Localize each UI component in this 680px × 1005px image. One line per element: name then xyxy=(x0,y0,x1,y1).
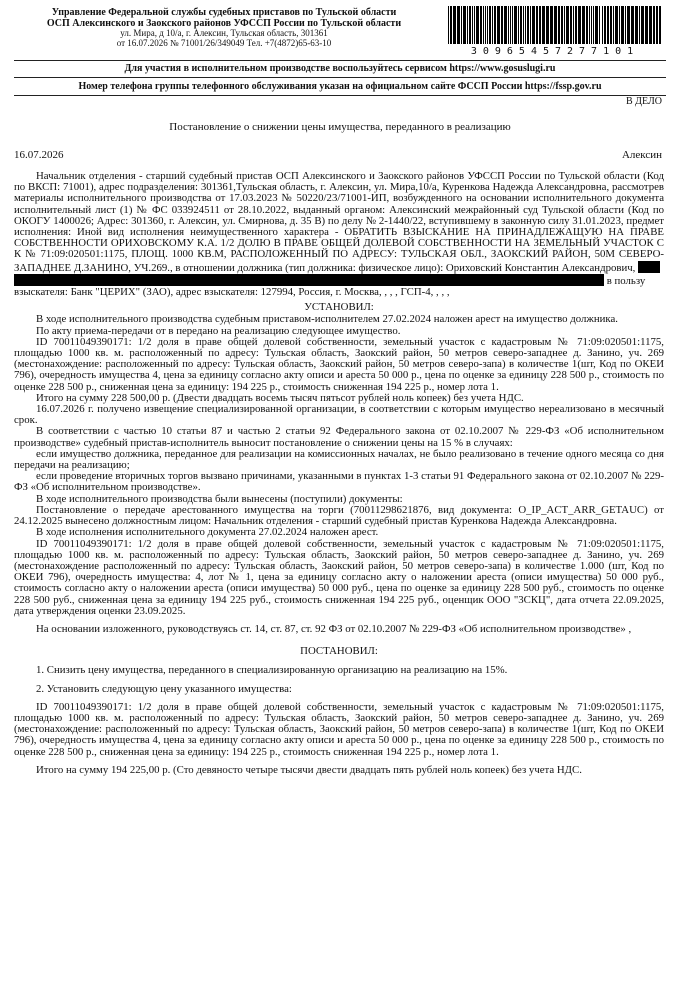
barcode-stripe xyxy=(635,6,638,44)
barcode-stripe xyxy=(520,6,522,44)
ustanovil-heading: УСТАНОВИЛ: xyxy=(304,301,374,314)
divider xyxy=(14,60,666,61)
letterhead-agency: Управление Федеральной службы судебных приставов по Тульской области xyxy=(51,7,397,18)
ustanovil-paragraph: В ходе исполнительного производства были вынесены (поступили) документы: xyxy=(36,492,403,505)
barcode-stripe xyxy=(573,6,574,44)
intro-paragraph-end: взыскателя: Банк "ЦЕРИХ" (ЗАО), адрес взыскателя: 127994, Россия, г. Москва, , , , ГСП-4, , , , xyxy=(14,286,450,299)
barcode-stripe xyxy=(530,6,531,44)
letterhead-department: ОСП Алексинского и Заокского районов УФССП России по Тульской области xyxy=(46,17,402,29)
barcode-stripe xyxy=(649,6,652,44)
divider xyxy=(14,77,666,78)
barcode-stripe xyxy=(525,6,526,44)
barcode-stripe xyxy=(448,6,449,44)
barcode-stripe xyxy=(570,6,572,44)
postanovil-item-1: 1. Снизить цену имущества, переданного в специализированную организацию на реализацию на 15%. xyxy=(36,664,508,677)
redaction-bar xyxy=(14,274,604,286)
barcode-stripe xyxy=(656,6,658,44)
barcode-stripe xyxy=(512,6,513,44)
barcode-stripe xyxy=(615,6,618,44)
barcode-stripe xyxy=(450,6,452,44)
barcode-stripe xyxy=(659,6,661,44)
barcode-stripe xyxy=(492,6,493,44)
ustanovil-paragraph: В ходе исполнительного производства судебным приставом-исполнителем 27.02.2024 наложен арест на имущество должника. xyxy=(36,313,618,326)
barcode-stripe xyxy=(483,6,484,44)
ustanovil-paragraph: В ходе исполнения исполнительного документа 27.02.2024 наложен арест. xyxy=(36,526,379,539)
barcode-stripe xyxy=(591,6,592,44)
barcode-stripe xyxy=(593,6,594,44)
barcode-stripe xyxy=(485,6,486,44)
barcode-stripe xyxy=(599,6,600,44)
barcode-stripe xyxy=(604,6,606,44)
barcode-stripe xyxy=(607,6,609,44)
barcode-stripe xyxy=(453,6,456,44)
barcode-stripe xyxy=(504,6,507,44)
barcode-number: 30965457277101 xyxy=(470,46,640,57)
ustanovil-paragraph: если имущество должника, переданное для реализации на комиссионных началах, не было реализовано в течение одного месяца со дня передачи на реализацию; xyxy=(14,447,664,472)
document-city: Алексин xyxy=(621,149,662,161)
ustanovil-paragraph: ID 70011049390171: 1/2 доля в праве общей долевой собственности, земельный участок с кадастровым № 71:09:020501:1175, площадью 1000 кв. м. расположенный по адресу: Тульская область, Заокский район, 50 метров северо-западнее д. Занино, уч. 269 (местонахождение расположенный по адресу: Тульская область, Заокский район, 50 метров северо-запа) в количестве 1.000 (шт, Код по ОКЕИ 796), очередность имущества: 4, лот № 1, цена за единицу согласно акту о наложении ареста (описи имущества) 50 000 руб., стоимость согласно акту о наложении ареста (описи имущества) 50 000 руб., цена по оценке за единицу 228 500 руб., стоимость по оценке 228 500 руб., сниженная цена за единицу 194 225 руб., стоимость сниженная 194 225 руб., оценщик ООО "3СКЦ", дата отчета 22.09.2025, дата утверждения оценки 23.09.2025. xyxy=(14,537,664,617)
postanovil-property: ID 70011049390171: 1/2 доля в праве общей долевой собственности, земельный участок с кадастровым № 71:09:020501:1175, площадью 1000 кв. м. расположенный по адресу: Тульская область, Заокский район, 50 метров северо-западнее д. Занино, уч. 269 (местонахождение: расположенный по адресу: Тульская область, Заокский район, 50 метров северо-запа) в количестве 1(шт, Код по ОКЕИ 796), очередность имущества 4, цена за единицу согласно акту описи и ареста 50 000 р., цена по оценке за единицу 228 500 р., стоимость по оценке 228 500 р., сниженная цена за единицу: 194 225 р., стоимость сниженная 194 225 р., номер лота 1. xyxy=(14,700,664,758)
barcode-stripe xyxy=(474,6,475,44)
ustanovil-paragraph: Постановление о передаче арестованного имущества на торги (70011298621876, вид документа: O_IP_ACT_ARR_GETAUC) от 24.12.2025 вынесено должностным лицом: Начальник отделения - старший судебный пристав Куренкова Надежда Александровна. xyxy=(14,503,664,528)
postanovil-total: Итого на сумму 194 225,00 р. (Сто девяносто четыре тысячи двести двадцать пять рублей ноль копеек) без учета НДС. xyxy=(36,763,582,776)
barcode-stripe xyxy=(566,6,569,44)
barcode-stripe xyxy=(487,6,488,44)
barcode-stripe xyxy=(610,6,612,44)
phone-notice: Номер телефона группы телефонного обслуживания указан на официальном сайте ФССП России https://fssp.gov.ru xyxy=(78,81,602,92)
barcode-stripe xyxy=(595,6,598,44)
postanovil-item-2: 2. Установить следующую цену указанного имущества: xyxy=(36,682,292,695)
ustanovil-paragraph: Итого на сумму 228 500,00 р. (Двести двадцать восемь тысяч пятьсот рублей ноль копеек) без учета НДС. xyxy=(36,391,524,404)
barcode-stripe xyxy=(501,6,503,44)
redaction-bar xyxy=(638,261,660,273)
ustanovil-paragraph: На основании изложенного, руководствуясь ст. 14, ст. 87, ст. 92 ФЗ от 02.10.2007 № 229-ФЗ «Об исполнительном производстве» , xyxy=(36,622,632,635)
ustanovil-paragraph: В соответствии с частью 10 статьи 87 и частью 2 статьи 92 Федерального закона от 02.10.2007 № 229-ФЗ «Об исполнительном производстве» судебный пристав-исполнитель выносит постановление о снижении цены на 15 % в случаях: xyxy=(14,425,664,449)
barcode-stripe xyxy=(619,6,620,44)
intro-tail: в пользу xyxy=(606,274,646,287)
barcode-stripe xyxy=(463,6,466,44)
document-body xyxy=(14,171,664,776)
letterhead-address: ул. Мира, д 10/а, г. Алексин, Тульская область, 301361 xyxy=(120,28,328,39)
page-title: Постановление о снижении цены имущества, переданного в реализацию xyxy=(169,121,511,133)
barcode-stripe xyxy=(514,6,517,44)
barcode-stripe xyxy=(510,6,511,44)
barcode-stripe xyxy=(586,6,588,44)
barcode-stripe xyxy=(575,6,577,44)
ustanovil-paragraph: если проведение вторичных торгов вызвано причинами, указанными в пунктах 1-3 статьи 91 Федерального закона от 02.10.2007 № 229-ФЗ «Об исполнительном производстве». xyxy=(14,470,664,494)
barcode-stripe xyxy=(645,6,648,44)
barcode-stripe xyxy=(564,6,565,44)
barcode-stripe xyxy=(613,6,614,44)
barcode-stripe xyxy=(631,6,634,44)
barcode-stripe xyxy=(480,6,482,44)
barcode-stripe xyxy=(518,6,519,44)
barcode-stripe xyxy=(461,6,462,44)
ustanovil-paragraph: По акту приема-передачи от в передано на реализацию следующее имущество. xyxy=(36,324,401,337)
intro-text: Начальник отделения - старший судебный пристав ОСП Алексинского и Заокского районов УФССП России по Тульской области (Код по ВКСП: 71001), адрес подразделения: 301361,Тульская область, г. Алексин, ул. Мира,10/а, Куренкова Надежда Александровна, рассмотрев материалы исполнительного производства от 17.03.2023 № 50220/23/71001-ИП, возбужденного на основании исполнительного документа исполнительный лист (1) № ФС 033924511 от 28.10.2022, выданный органом: Алексинский межрайонный суд Тульской области (Код по ОКОГУ 1400026; Адрес: 301360, г. Алексин, ул. Смирнова, д. 35 В) по делу № 2-1440/22, вступившему в законную силу 31.01.2023, предмет исполнения: Иной вид исполнения неимущественного характера - ОБРАТИТЬ ВЗЫСКАНИЕ НА ПРИНАДЛЕЖАЩУЮ НА ПРАВЕ СОБСТВЕННОСТИ ОРИХОВСКОМУ К.А. 1/2 ДОЛЮ В ПРАВЕ ОБЩЕЙ ДОЛЕВОЙ СОБСТВЕННОСТИ НА ЗЕМЕЛЬНЫЙ УЧАСТОК С К № 71:09:020501:1175, ПЛОЩ. 1000 КВ.М, РАСПОЛОЖЕННЫЙ ПО АДРЕСУ: ТУЛЬСКАЯ ОБЛ., ЗАОКСКИЙ РАЙОН, 50М СЕВЕРО-ЗАПАДНЕЕ Д.ЗАНИНО, УЧ.269., в отношении должника (тип должника: физическое лицо): Ориховский Константин Александрович, xyxy=(14,170,664,274)
barcode-stripe xyxy=(457,6,460,44)
barcode-stripe xyxy=(489,6,491,44)
barcode-stripe xyxy=(539,6,541,44)
barcode-stripe xyxy=(523,6,524,44)
letterhead-reference: от 16.07.2026 № 71001/26/349049 Тел. +7(4872)65-63-10 xyxy=(116,37,332,48)
barcode-stripe xyxy=(469,6,471,44)
barcode-stripe xyxy=(527,6,529,44)
letterhead xyxy=(14,8,434,49)
barcode-stripe xyxy=(589,6,590,44)
barcode-stripe xyxy=(508,6,509,44)
barcode-stripe xyxy=(494,6,496,44)
document-date: 16.07.2026 xyxy=(14,149,64,161)
barcode-stripe xyxy=(497,6,500,44)
barcode-stripe xyxy=(602,6,603,44)
barcode-stripe xyxy=(554,6,557,44)
intro-paragraph xyxy=(14,171,664,274)
v-delo-mark: В ДЕЛО xyxy=(626,96,662,107)
barcode-stripe xyxy=(476,6,479,44)
barcode-stripe xyxy=(625,6,626,44)
barcode-stripe xyxy=(558,6,560,44)
barcode-stripe xyxy=(653,6,655,44)
barcode-stripe xyxy=(639,6,640,44)
divider xyxy=(14,95,666,96)
ustanovil-paragraph: 16.07.2026 г. получено извещение специализированной организации, в соответствии с которым имущество нереализовано в месячный срок. xyxy=(14,403,664,427)
barcode-stripe xyxy=(550,6,553,44)
barcode-stripe xyxy=(532,6,535,44)
barcode-stripe xyxy=(536,6,538,44)
barcode-stripe xyxy=(582,6,585,44)
barcode-stripe xyxy=(641,6,644,44)
barcode-stripe xyxy=(542,6,545,44)
barcode-stripe xyxy=(472,6,473,44)
gosuslugi-notice: Для участия в исполнительном производстве воспользуйтесь сервисом https://www.gosuslugi.ru xyxy=(124,63,556,74)
barcode-stripe xyxy=(578,6,581,44)
postanovil-heading: ПОСТАНОВИЛ: xyxy=(300,645,378,658)
barcode-stripe xyxy=(621,6,624,44)
barcode-stripe xyxy=(561,6,563,44)
barcode-stripe xyxy=(467,6,468,44)
barcode-stripe xyxy=(627,6,630,44)
ustanovil-paragraph: ID 70011049390171: 1/2 доля в праве общей долевой собственности, земельный участок с кадастровым № 71:09:020501:1175, площадью 1000 кв. м. расположенный по адресу: Тульская область, Заокский район, 50 метров северо-западнее д. Занино, уч. 269 (местонахождение: расположенный по адресу: Тульская область, Заокский район, 50 метров северо-запа) в количестве 1(шт, Код по ОКЕИ 796), очередность имущества 4, цена за единицу согласно акту описи и ареста 50 000 р., цена по оценке за единицу 228 500 р., стоимость по оценке 228 500 р., сниженная цена за единицу: 194 225 р., стоимость сниженная 194 225 р., номер лота 1. xyxy=(14,335,664,393)
barcode-stripe xyxy=(546,6,549,44)
